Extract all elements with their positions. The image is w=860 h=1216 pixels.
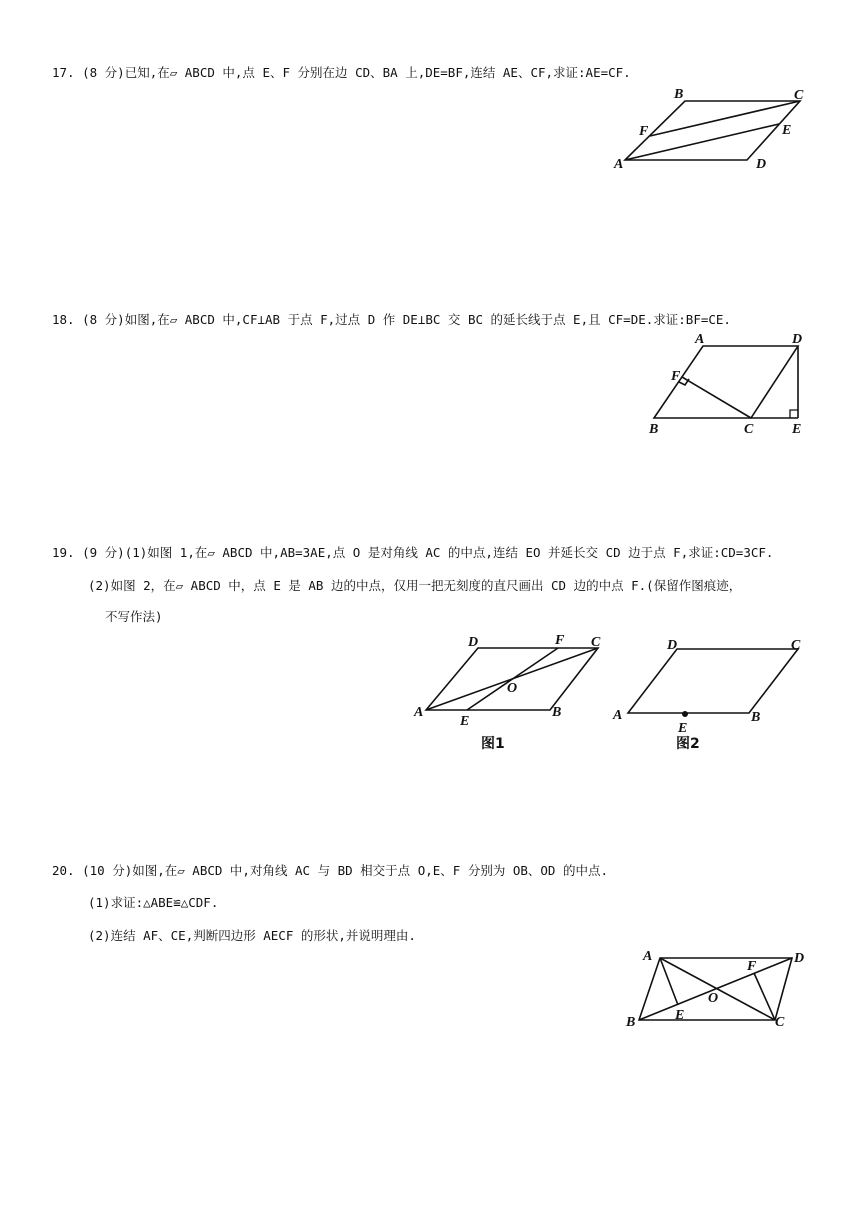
problem-17-text: 17. (8 分)已知,在▱ ABCD 中,点 E、F 分别在边 CD、BA 上,DE=BF,连结 AE、CF,求证:AE=CF. <box>52 65 631 80</box>
label-e: E <box>675 1008 685 1023</box>
label-d: D <box>468 635 479 650</box>
label-a: A <box>614 157 624 172</box>
label-e: E <box>782 123 792 138</box>
problem-20-part-2: (2)连结 AF、CE,判断四边形 AECF 的形状,并说明理由. <box>88 928 416 943</box>
label-c: C <box>744 422 754 437</box>
parallelogram-abcd <box>628 649 798 713</box>
figure-18 <box>640 330 820 440</box>
segment-cf <box>682 377 751 418</box>
figure-caption: 图2 <box>676 736 700 752</box>
segment-cf <box>754 973 775 1020</box>
label-b: B <box>626 1015 636 1030</box>
label-a: A <box>695 332 705 347</box>
label-d: D <box>794 951 805 966</box>
point-e <box>682 711 688 717</box>
label-c: C <box>591 635 601 650</box>
segment-ae <box>660 958 678 1005</box>
label-e: E <box>678 721 688 736</box>
label-d: D <box>756 157 767 172</box>
parallelogram-abcd <box>625 101 800 160</box>
diagonal-bd <box>639 958 792 1020</box>
problem-19-part-2-continued: 不写作法) <box>105 609 163 624</box>
label-b: B <box>674 87 684 102</box>
label-b: B <box>751 710 761 725</box>
label-o: O <box>507 681 518 696</box>
label-o: O <box>708 991 719 1006</box>
problem-19-part-2-text: (2)如图 2，在▱ ABCD 中，点 E 是 AB 边的中点，仅用一把无刻度的直尺画出 CD 边的中点 F.(保留作图痕迹， <box>88 578 742 593</box>
label-e: E <box>792 422 802 437</box>
figure-caption: 图1 <box>481 736 505 752</box>
label-c: C <box>794 88 804 103</box>
label-f: F <box>747 959 757 974</box>
label-b: B <box>649 422 659 437</box>
problem-20-text: 20. (10 分)如图,在▱ ABCD 中,对角线 AC 与 BD 相交于点 O,E、F 分别为 OB、OD 的中点. <box>52 863 609 878</box>
label-e: E <box>460 714 470 729</box>
problem-18-text: 18. (8 分)如图,在▱ ABCD 中,CF⊥AB 于点 F,过点 D 作 DE⊥BC 交 BC 的延长线于点 E,且 CF=DE.求证:BF=CE. <box>52 312 731 327</box>
figure-19-2 <box>608 630 818 755</box>
label-f: F <box>555 633 565 648</box>
segment-cf <box>650 101 800 136</box>
problem-20-part-1: (1)求证:△ABE≌△CDF. <box>88 895 219 910</box>
figure-20 <box>622 944 817 1034</box>
label-d: D <box>792 332 803 347</box>
figure-19-1 <box>408 630 608 755</box>
right-angle-mark-e <box>790 410 798 418</box>
label-f: F <box>639 124 649 139</box>
label-b: B <box>552 705 562 720</box>
figure-17 <box>610 84 810 174</box>
problem-19-part-1-text: 19. (9 分)(1)如图 1,在▱ ABCD 中,AB=3AE,点 O 是对角线 AC 的中点,连结 EO 并延长交 CD 边于点 F,求证:CD=3CF. <box>52 545 774 560</box>
label-d: D <box>667 638 678 653</box>
label-c: C <box>791 638 801 653</box>
label-a: A <box>643 949 653 964</box>
label-f: F <box>671 369 681 384</box>
label-a: A <box>414 705 424 720</box>
label-c: C <box>775 1015 785 1030</box>
segment-ef <box>467 648 558 710</box>
label-a: A <box>613 708 623 723</box>
